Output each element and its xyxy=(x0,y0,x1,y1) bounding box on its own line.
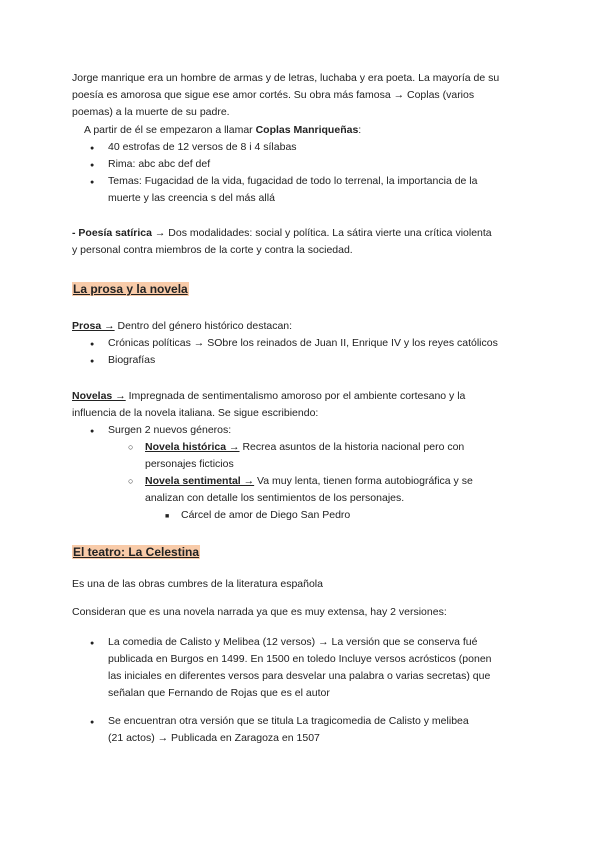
prosa-line xyxy=(72,319,292,333)
novelas-line-2: influencia de la novela italiana. Se sigue escribiendo: xyxy=(72,407,319,419)
section-heading-prosa-novela xyxy=(72,282,189,296)
bullet-circle-icon xyxy=(128,474,133,489)
coplas-intro xyxy=(84,123,361,137)
prosa-text: Dentro del género histórico destacan: xyxy=(114,320,293,332)
version-1-line-2: publicada en Burgos en 1499. En 1500 en toledo Incluye versos acrósticos (ponen xyxy=(108,653,492,665)
manrique-paragraph-line-3: poemas) a la muerte de su padre. xyxy=(72,106,230,118)
carcel-bullet-item: Cárcel de amor de Diego San Pedro xyxy=(181,509,351,521)
sentimental-text: Va muy lenta, tienen forma autobiográfica y se xyxy=(254,475,473,487)
bullet-disc-icon xyxy=(90,354,94,369)
bullet-circle-icon xyxy=(128,440,133,455)
section-heading-teatro xyxy=(72,545,200,559)
prosa-bullet-item: Biografías xyxy=(108,354,156,366)
historica-label: Novela histórica → xyxy=(145,441,240,453)
prosa-bullet-item: Crónicas políticas → SObre los reinados de Juan II, Enrique IV y los reyes católicos xyxy=(108,337,498,349)
bullet-square-icon xyxy=(165,509,169,524)
novelas-line-1 xyxy=(72,389,465,403)
novelas-label: Novelas → xyxy=(72,390,126,402)
coplas-bullet-item: Rima: abc abc def def xyxy=(108,158,211,170)
coplas-bullet-item: Temas: Fugacidad de la vida, fugacidad de todo lo terrenal, la importancia de la xyxy=(108,175,478,187)
historica-line-1 xyxy=(145,440,464,454)
historica-line-2: personajes ficticios xyxy=(145,458,234,470)
historica-text: Recrea asuntos de la historia nacional pero con xyxy=(239,441,465,453)
coplas-intro-colon: : xyxy=(358,124,362,136)
manrique-paragraph-line-1: Jorge manrique era un hombre de armas y de letras, luchaba y era poeta. La mayoría de su xyxy=(72,72,500,84)
coplas-bullet-item: 40 estrofas de 12 versos de 8 i 4 sílabas xyxy=(108,141,297,153)
satirica-line-1 xyxy=(72,226,492,240)
version-2-line-1: Se encuentran otra versión que se titula La tragicomedia de Calisto y melibea xyxy=(108,715,469,727)
satirica-line-2: y personal contra miembros de la corte y contra la sociedad. xyxy=(72,244,353,256)
section-heading-text: La prosa y la novela xyxy=(73,282,188,296)
prosa-label: Prosa → xyxy=(72,320,115,332)
bullet-disc-icon xyxy=(90,141,94,156)
coplas-intro-text: A partir de él se empezaron a llamar xyxy=(84,124,256,136)
teatro-paragraph-1: Es una de las obras cumbres de la literatura española xyxy=(72,578,323,590)
manrique-paragraph-line-2: poesía es amorosa que sigue ese amor cortés. Su obra más famosa → Coplas (varios xyxy=(72,89,475,101)
section-heading-text: El teatro: La Celestina xyxy=(73,545,200,559)
bullet-disc-icon xyxy=(90,715,94,730)
sentimental-line-2: analizan con detalle los sentimientos de los personajes. xyxy=(145,492,405,504)
bullet-disc-icon xyxy=(90,337,94,352)
version-1-line-4: señalan que Fernando de Rojas que es el autor xyxy=(108,687,330,699)
sentimental-line-1 xyxy=(145,474,473,488)
version-1-line-3: las iniciales en diferentes versos para desvelar una palabra o varias secretas) que xyxy=(108,670,491,682)
coplas-manriquenas-term: Coplas Manriqueñas xyxy=(255,124,359,136)
bullet-disc-icon xyxy=(90,636,94,651)
version-1-line-1: La comedia de Calisto y Melibea (12 versos) → La versión que se conserva fué xyxy=(108,636,478,648)
bullet-disc-icon xyxy=(90,175,94,190)
novelas-text: Impregnada de sentimentalismo amoroso por el ambiente cortesano y la xyxy=(125,390,466,402)
teatro-paragraph-2: Consideran que es una novela narrada ya que es muy extensa, hay 2 versiones: xyxy=(72,606,447,618)
sentimental-label: Novela sentimental → xyxy=(145,475,255,487)
satirica-text: → Dos modalidades: social y política. La sátira vierte una crítica violenta xyxy=(151,227,492,239)
version-2-line-2: (21 actos) → Publicada en Zaragoza en 1507 xyxy=(108,732,320,744)
satirica-label: - Poesía satírica xyxy=(72,227,152,239)
coplas-bullet-item-continuation: muerte y las creencia s del más allá xyxy=(108,192,275,204)
bullet-disc-icon xyxy=(90,424,94,439)
generos-bullet-item: Surgen 2 nuevos géneros: xyxy=(108,424,232,436)
bullet-disc-icon xyxy=(90,158,94,173)
